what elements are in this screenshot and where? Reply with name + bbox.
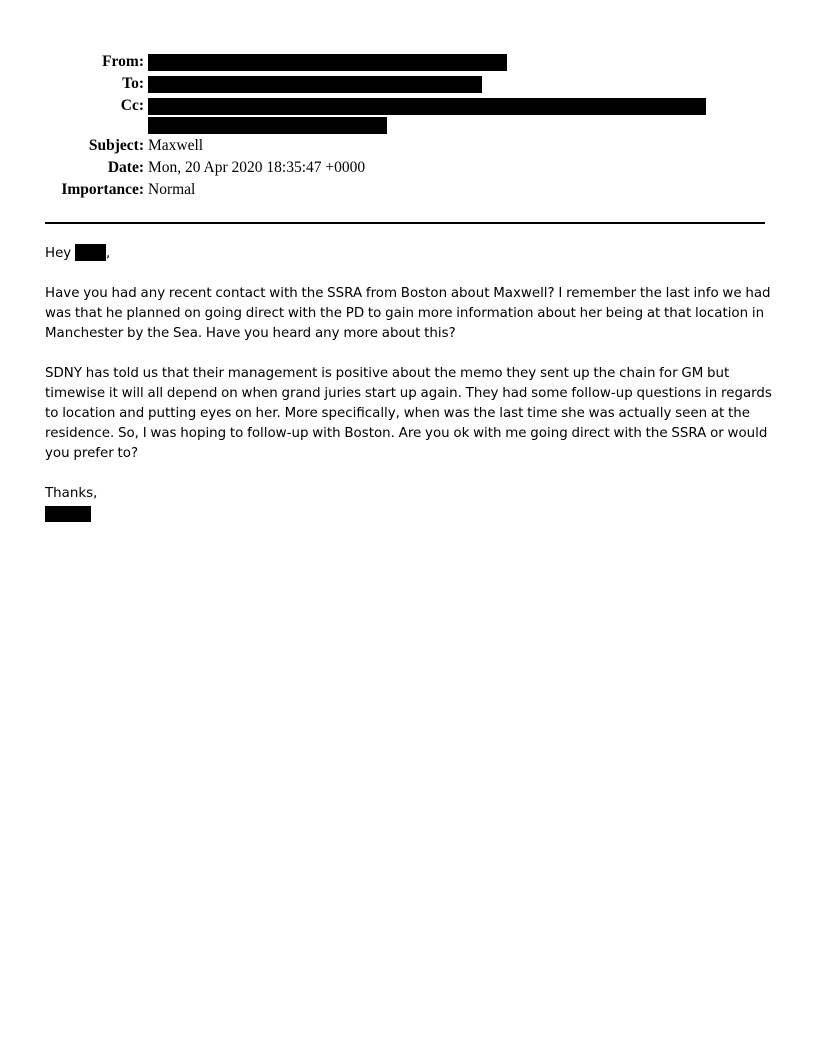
- body-paragraph-1: Have you had any recent contact with the SSRA from Boston about Maxwell? I remember the last info we had was that he planned on going direct with the PD to gain more information about her being at that location in Manchester by the Sea. Have you heard any more about this?: [45, 286, 771, 341]
- email-body: [45, 244, 775, 522]
- greeting: [45, 244, 775, 264]
- date-row: [0, 158, 816, 178]
- importance-row: [0, 180, 816, 200]
- greeting-suffix: ,: [106, 246, 111, 261]
- importance-value: Normal: [148, 181, 196, 198]
- closing: Thanks,: [45, 486, 98, 501]
- subject-label: Subject:: [88, 137, 144, 154]
- greeting-prefix: Hey: [45, 246, 75, 261]
- recipient-name-redaction: [75, 244, 106, 261]
- to-redaction: [148, 76, 482, 93]
- from-label: From:: [102, 53, 144, 70]
- to-label: To:: [122, 75, 144, 92]
- subject-row: [0, 136, 816, 156]
- from-redaction: [148, 54, 507, 71]
- header-divider: [45, 222, 765, 224]
- cc-redaction-line1: [148, 98, 706, 115]
- date-label: Date:: [107, 159, 144, 176]
- cc-label: Cc:: [120, 97, 144, 114]
- subject-value: Maxwell: [148, 137, 204, 154]
- date-value: Mon, 20 Apr 2020 18:35:47 +0000: [148, 159, 366, 176]
- importance-label: Importance:: [61, 181, 144, 198]
- body-paragraph-2: SDNY has told us that their management is positive about the memo they sent up the chain for GM but timewise it will all depend on when grand juries start up again. They had some follow-up questions in regards to location and putting eyes on her. More specifically, when was the last time she was actually seen at the residence. So, I was hoping to follow-up with Boston. Are you ok with me going direct with the SSRA or would you prefer to?: [45, 366, 772, 461]
- signature-redaction: [45, 506, 91, 522]
- cc-redaction-line2: [148, 117, 387, 134]
